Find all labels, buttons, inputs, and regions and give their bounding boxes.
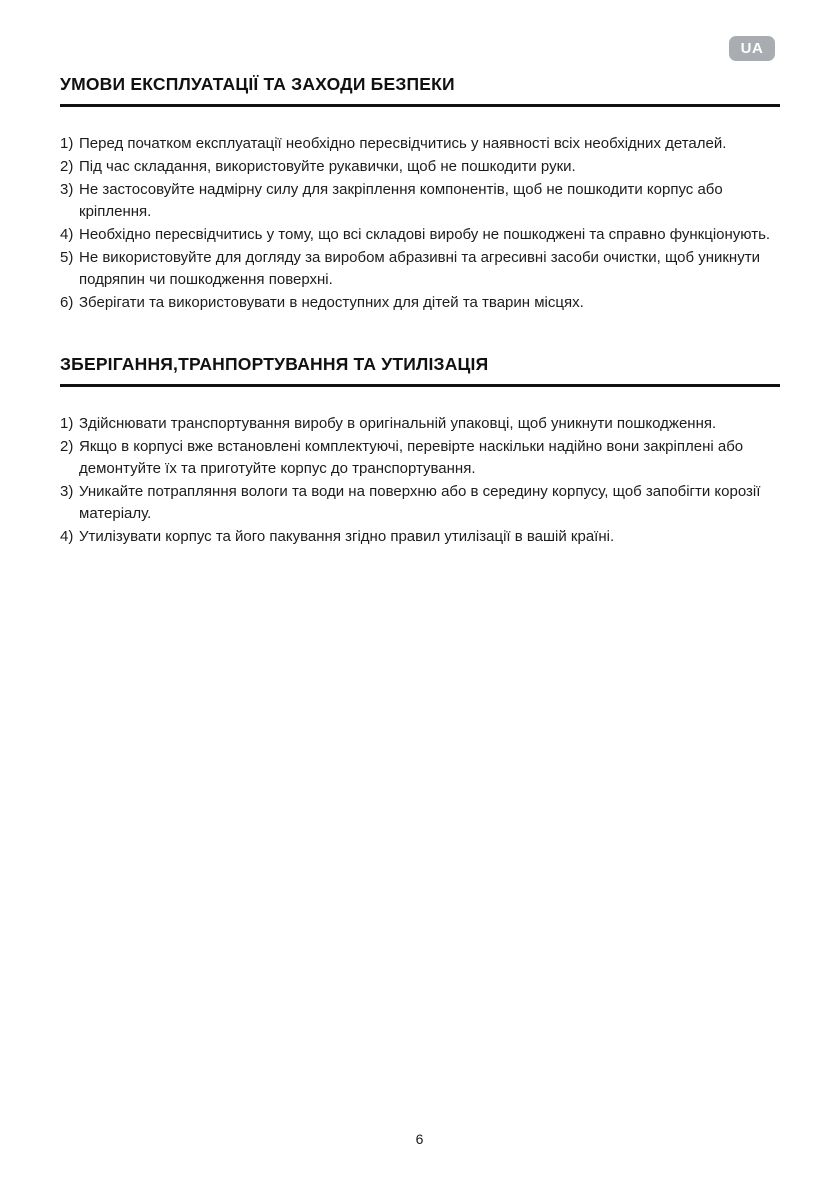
list-item-number: 1) (60, 135, 74, 152)
list-item-text: Необхідно пересвідчитись у тому, що всі складові виробу не пошкоджені та справно функціонують. (79, 226, 771, 243)
list-item-number: 6) (60, 294, 74, 311)
list-item-text: Здійснювати транспортування виробу в оригінальній упаковці, щоб уникнути пошкодження. (79, 415, 717, 432)
list-item-text: Якщо в корпусі вже встановлені комплектуючі, перевірте наскільки надійно вони закріплені або демонтуйте їх та приготуйте корпус до транспортування. (79, 438, 744, 477)
page-number: 6 (415, 1131, 424, 1147)
list-item-number: 5) (60, 249, 74, 266)
list-item (60, 413, 780, 435)
list-item (60, 156, 780, 178)
list-item-number: 3) (60, 483, 74, 500)
numbered-list (60, 413, 780, 548)
list-item-text: Зберігати та використовувати в недоступних для дітей та тварин місцях. (79, 294, 584, 311)
list-item (60, 526, 780, 548)
list-item (60, 292, 780, 314)
list-item (60, 133, 780, 155)
list-item-number: 4) (60, 528, 74, 545)
list-item-text: Утилізувати корпус та його пакування згідно правил утилізації в вашій країні. (79, 528, 615, 545)
list-item-number: 3) (60, 181, 74, 198)
list-item-number: 2) (60, 158, 74, 175)
page-content (60, 74, 780, 549)
list-item (60, 179, 780, 223)
list-item (60, 481, 780, 525)
section-title: ЗБЕРІГАННЯ,ТРАНПОРТУВАННЯ ТА УТИЛІЗАЦІЯ (60, 354, 780, 387)
section-storage-transport (60, 354, 780, 548)
list-item-text: Не застосовуйте надмірну силу для закріплення компонентів, щоб не пошкодити корпус або кріплення. (79, 181, 723, 220)
list-item (60, 436, 780, 480)
list-item-number: 1) (60, 415, 74, 432)
list-item-text: Не використовуйте для догляду за виробом абразивні та агресивні засоби очистки, щоб уникнути подряпин чи пошкодження поверхні. (79, 249, 760, 288)
list-item-number: 4) (60, 226, 74, 243)
list-item (60, 224, 780, 246)
language-badge: UA (729, 36, 775, 61)
section-title: УМОВИ ЕКСПЛУАТАЦІЇ ТА ЗАХОДИ БЕЗПЕКИ (60, 74, 780, 107)
list-item-text: Під час складання, використовуйте рукавички, щоб не пошкодити руки. (79, 158, 576, 175)
list-item-number: 2) (60, 438, 74, 455)
section-usage-safety (60, 74, 780, 314)
list-item-text: Уникайте потрапляння вологи та води на поверхню або в середину корпусу, щоб запобігти корозії матеріалу. (79, 483, 761, 522)
numbered-list (60, 133, 780, 314)
list-item (60, 247, 780, 291)
list-item-text: Перед початком експлуатації необхідно пересвідчитись у наявності всіх необхідних деталей. (79, 135, 727, 152)
